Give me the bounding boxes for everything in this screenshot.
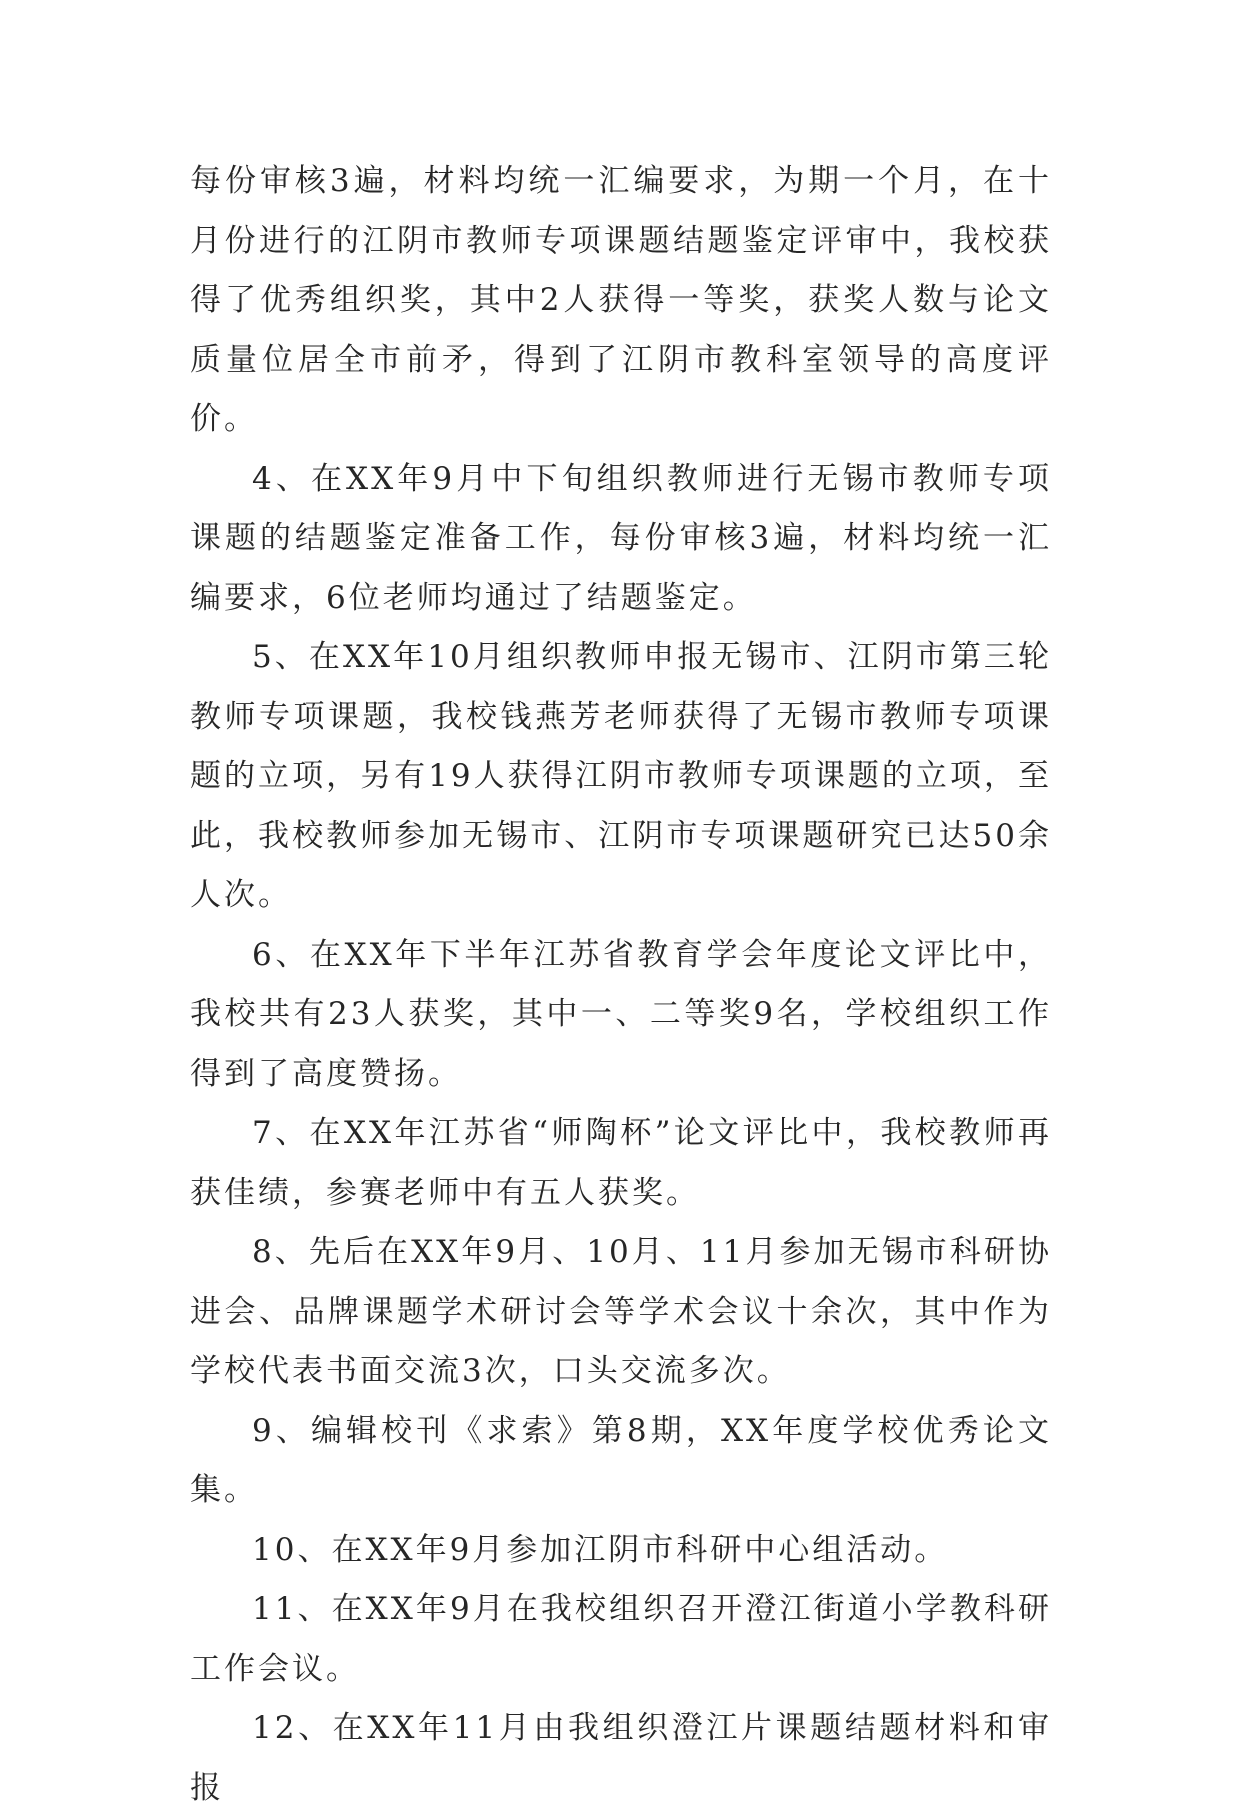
document-body	[190, 152, 1052, 1818]
paragraph-item-10: 10、在XX年9月参加江阴市科研中心组活动。	[252, 1531, 949, 1568]
paragraph-item-6: 6、在XX年下半年江苏省教育学会年度论文评比中，我校共有23人获奖，其中一、二等奖9名，学校组织工作得到了高度赞扬。	[190, 936, 1052, 1092]
paragraph-item-4: 4、在XX年9月中下旬组织教师进行无锡市教师专项课题的结题鉴定准备工作，每份审核3遍，材料均统一汇编要求，6位老师均通过了结题鉴定。	[190, 460, 1052, 616]
paragraph-item-7: 7、在XX年江苏省“师陶杯”论文评比中，我校教师再获佳绩，参赛老师中有五人获奖。	[190, 1115, 1052, 1211]
paragraph-continuation: 每份审核3遍，材料均统一汇编要求，为期一个月，在十月份进行的江阴市教师专项课题结题鉴定评审中，我校获得了优秀组织奖，其中2人获得一等奖，获奖人数与论文质量位居全市前矛，得到了江阴市教科室领导的高度评价。	[190, 163, 1052, 437]
paragraph-item-9: 9、编辑校刊《求索》第8期，XX年度学校优秀论文集。	[190, 1412, 1052, 1508]
paragraph-item-8: 8、先后在XX年9月、10月、11月参加无锡市科研协进会、品牌课题学术研讨会等学术会议十余次，其中作为学校代表书面交流3次，口头交流多次。	[190, 1234, 1052, 1389]
paragraph-item-11: 11、在XX年9月在我校组织召开澄江街道小学教科研工作会议。	[190, 1591, 1052, 1687]
paragraph-item-5: 5、在XX年10月组织教师申报无锡市、江阴市第三轮教师专项课题，我校钱燕芳老师获得了无锡市教师专项课题的立项，另有19人获得江阴市教师专项课题的立项，至此，我校教师参加无锡市、江阴市专项课题研究已达50余人次。	[190, 639, 1052, 913]
paragraph-item-12: 12、在XX年11月由我组织澄江片课题结题材料和审报	[190, 1710, 1052, 1806]
